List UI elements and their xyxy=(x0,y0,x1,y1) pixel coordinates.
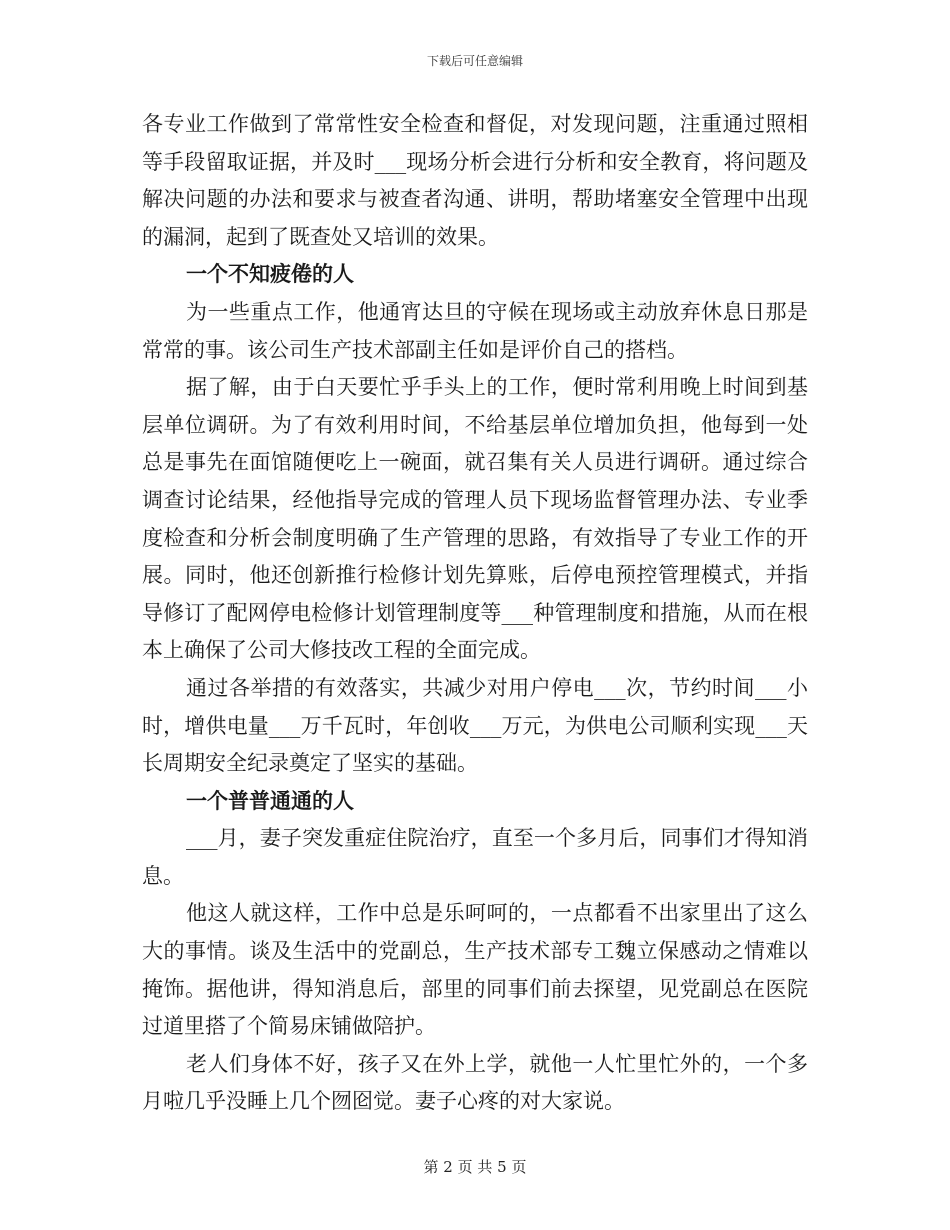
page-header: 下载后可任意编辑 xyxy=(426,54,523,68)
document-body xyxy=(142,106,808,1121)
section-heading: 一个普普通通的人 xyxy=(186,788,354,813)
paragraph: 通过各举措的有效落实，共减少对用户停电___次，节约时间___小时，增供电量___万千瓦时，年创收___万元，为供电公司顺利实现___天长周期安全纪录奠定了坚实的基础。 xyxy=(142,675,808,776)
paragraph: 各专业工作做到了常常性安全检查和督促，对发现问题，注重通过照相等手段留取证据，并及时___现场分析会进行分析和安全教育，将问题及解决问题的办法和要求与被查者沟通、讲明，帮助堵塞安全管理中出现的漏洞，起到了既查处又培训的效果。 xyxy=(142,112,808,249)
paragraph: ___月，妻子突发重症住院治疗，直至一个多月后，同事们才得知消息。 xyxy=(142,826,808,888)
paragraph: 为一些重点工作，他通宵达旦的守候在现场或主动放弃休息日那是常常的事。该公司生产技术部副主任如是评价自己的搭档。 xyxy=(142,299,808,362)
section-heading: 一个不知疲倦的人 xyxy=(186,262,354,287)
paragraph: 他这人就这样，工作中总是乐呵呵的，一点都看不出家里出了这么大的事情。谈及生活中的党副总，生产技术部专工魏立保感动之情难以掩饰。据他讲，得知消息后，部里的同事们前去探望，见党副总在医院过道里搭了个简易床铺做陪护。 xyxy=(142,901,808,1039)
paragraph: 据了解，由于白天要忙乎手头上的工作，便时常利用晚上时间到基层单位调研。为了有效利用时间，不给基层单位增加负担，他每到一处总是事先在面馆随便吃上一碗面，就召集有关人员进行调研。通过综合调查讨论结果，经他指导完成的管理人员下现场监督管理办法、专业季度检查和分析会制度明确了生产管理的思路，有效指导了专业工作的开展。同时，他还创新推行检修计划先算账，后停电预控管理模式，并指导修订了配网停电检修计划管理制度等___种管理制度和措施，从而在根本上确保了公司大修技改工程的全面完成。 xyxy=(142,375,808,663)
page-number: 第 2 页 共 5 页 xyxy=(423,1158,527,1176)
paragraph: 老人们身体不好，孩子又在外上学，就他一人忙里忙外的，一个多月啦几乎没睡上几个囫囵觉。妻子心疼的对大家说。 xyxy=(142,1051,808,1114)
